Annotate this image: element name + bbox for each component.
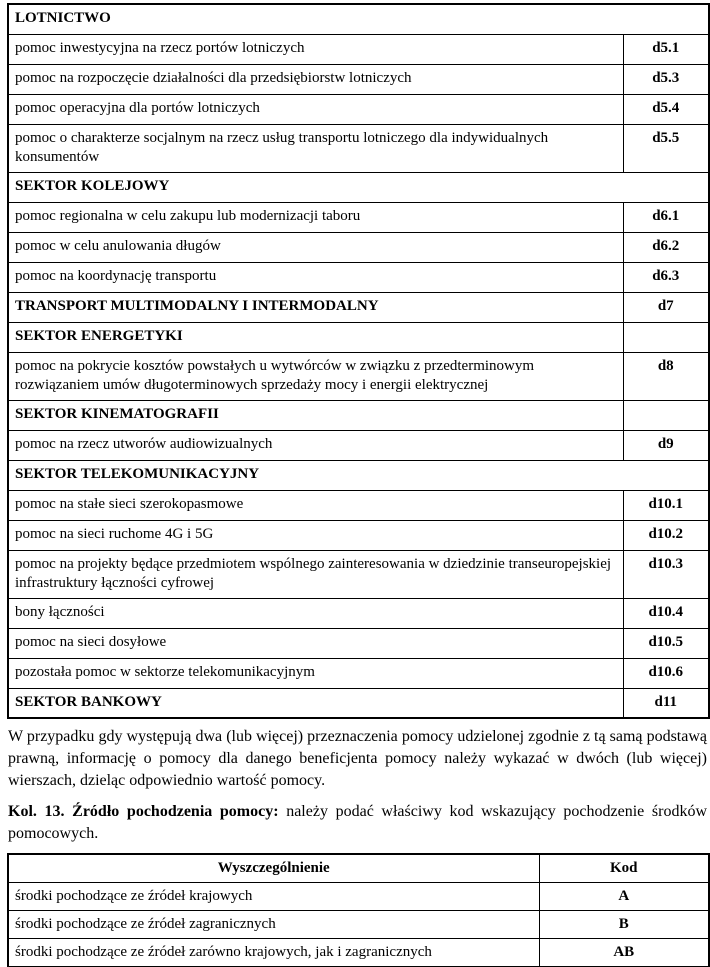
kol13-paragraph: [8, 801, 707, 845]
table-row: [8, 34, 709, 64]
aid-categories-table: [7, 3, 710, 719]
category-label: pomoc regionalna w celu zakupu lub modernizacji taboru: [8, 202, 623, 232]
section-label: LOTNICTWO: [8, 4, 709, 34]
table-row: [8, 883, 709, 911]
table-row: [8, 658, 709, 688]
category-label: pomoc na pokrycie kosztów powstałych u wytwórców w związku z przedterminowym rozwiązaniem umów długoterminowych sprzedaży mocy i energii elektrycznej: [8, 352, 623, 400]
category-label: pomoc w celu anulowania długów: [8, 232, 623, 262]
section-label: SEKTOR ENERGETYKI: [8, 322, 623, 352]
section-label: SEKTOR KOLEJOWY: [8, 172, 709, 202]
category-code: d5.5: [623, 124, 709, 172]
section-label: SEKTOR BANKOWY: [8, 688, 623, 718]
section-label: SEKTOR KINEMATOGRAFII: [8, 400, 623, 430]
table-row: [8, 939, 709, 967]
table-row: [8, 352, 709, 400]
category-code: d8: [623, 352, 709, 400]
table-row: [8, 322, 709, 352]
table-row: [8, 520, 709, 550]
category-code: d10.5: [623, 628, 709, 658]
kol13-text: należy podać właściwy kod wskazujący pochodzenie środków pomocowych.: [8, 803, 707, 842]
source-code: B: [539, 911, 709, 939]
source-label: środki pochodzące ze źródeł zagranicznych: [8, 911, 539, 939]
category-label: pomoc na rzecz utworów audiowizualnych: [8, 430, 623, 460]
category-code: d5.1: [623, 34, 709, 64]
category-code: d6.2: [623, 232, 709, 262]
table-row: [8, 430, 709, 460]
category-label: pomoc na stałe sieci szerokopasmowe: [8, 490, 623, 520]
table-row: [8, 292, 709, 322]
category-code: d10.3: [623, 550, 709, 598]
category-code: d11: [623, 688, 709, 718]
category-label: pomoc na rozpoczęcie działalności dla przedsiębiorstw lotniczych: [8, 64, 623, 94]
table-row: [8, 232, 709, 262]
table-row: [8, 4, 709, 34]
category-label: bony łączności: [8, 598, 623, 628]
category-code: d10.1: [623, 490, 709, 520]
category-code: d6.3: [623, 262, 709, 292]
note-paragraph: W przypadku gdy występują dwa (lub więcej) przeznaczenia pomocy udzielonej zgodnie z tą samą podstawą prawną, informację o pomocy dla danego beneficjenta pomocy należy wykazać w dwóch (lub więcej) wierszach, dzieląc odpowiednio wartość pomocy.: [8, 728, 707, 789]
column-header-code: Kod: [539, 854, 709, 883]
category-label: pomoc na projekty będące przedmiotem wspólnego zainteresowania w dziedzinie transeuropejskiej infrastruktury łączności cyfrowej: [8, 550, 623, 598]
column-header-specification: Wyszczególnienie: [8, 854, 539, 883]
category-code: d10.6: [623, 658, 709, 688]
source-code: AB: [539, 939, 709, 967]
table-row: [8, 202, 709, 232]
table-row: [8, 64, 709, 94]
category-label: pozostała pomoc w sektorze telekomunikacyjnym: [8, 658, 623, 688]
table-row: [8, 628, 709, 658]
category-code: d7: [623, 292, 709, 322]
table-row: [8, 911, 709, 939]
category-label: pomoc o charakterze socjalnym na rzecz usług transportu lotniczego dla indywidualnych konsumentów: [8, 124, 623, 172]
category-label: pomoc inwestycyjna na rzecz portów lotniczych: [8, 34, 623, 64]
source-label: środki pochodzące ze źródeł zarówno krajowych, jak i zagranicznych: [8, 939, 539, 967]
table-row: [8, 124, 709, 172]
category-label: pomoc na sieci dosyłowe: [8, 628, 623, 658]
table-row: [8, 94, 709, 124]
category-code-empty: [623, 400, 709, 430]
table-row: [8, 460, 709, 490]
table-header-row: [8, 854, 709, 883]
category-label: pomoc na sieci ruchome 4G i 5G: [8, 520, 623, 550]
section-label: SEKTOR TELEKOMUNIKACYJNY: [8, 460, 709, 490]
table-row: [8, 490, 709, 520]
source-label: środki pochodzące ze źródeł krajowych: [8, 883, 539, 911]
section-label: TRANSPORT MULTIMODALNY I INTERMODALNY: [8, 292, 623, 322]
category-label: pomoc operacyjna dla portów lotniczych: [8, 94, 623, 124]
kol13-lead: Kol. 13. Źródło pochodzenia pomocy:: [8, 803, 279, 820]
table-row: [8, 598, 709, 628]
source-code: A: [539, 883, 709, 911]
category-code-empty: [623, 322, 709, 352]
table-row: [8, 688, 709, 718]
category-code: d5.3: [623, 64, 709, 94]
category-code: d10.4: [623, 598, 709, 628]
category-label: pomoc na koordynację transportu: [8, 262, 623, 292]
table-row: [8, 550, 709, 598]
table-row: [8, 400, 709, 430]
category-code: d9: [623, 430, 709, 460]
table-row: [8, 172, 709, 202]
category-code: d10.2: [623, 520, 709, 550]
table-row: [8, 262, 709, 292]
category-code: d6.1: [623, 202, 709, 232]
category-code: d5.4: [623, 94, 709, 124]
aid-source-table: [7, 853, 710, 967]
